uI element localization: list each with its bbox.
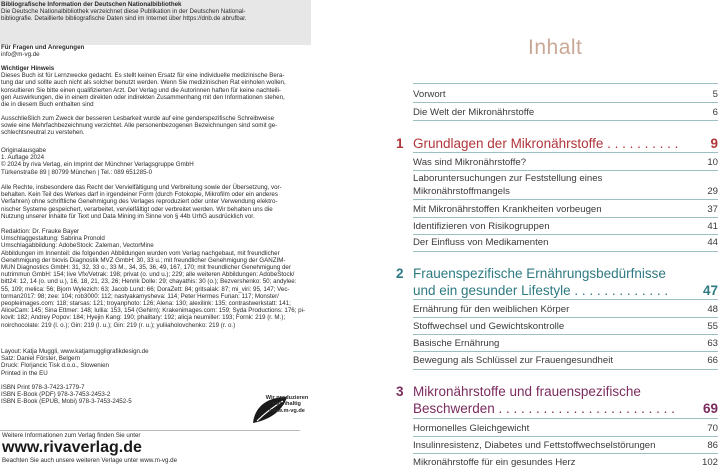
- toc-page: Inhalt Vorwort 5 Die Welt der Mikronährstoffe 6 1 Grundlagen der Mikronährstoffe . . . . . . . . . . 9 Was sind Mikronährstoffe? 10 Laboruntersuchungen zur Feststellung eines Mikronährstoffmangels 29 Mit Mikronährstoffen Krankheiten vorbeugen 37 Identifizieren von Risikogruppen 41 Der Einfluss von Medikamenten 44 2 Frauenspezifische Ernährungsbedürfnisse und ein gesunder Lifestyle . . . . . . . . . . . . . 47 Ernährung für den weiblichen Körper 48 Stoffwechsel und Gewichtskontrolle 55 Basische Ernährung 63 Bewegung als Schlüssel zur Frauengesundheit 66 3 Mikronährstoffe und frauenspezifische Beschwerden . . . . . . . . . . . . . . . . . . . . . . . . 69 Hormonelles Gleichgewicht 70 Insulinresistenz, Diabetes und Fettstoffwechselstörungen 86 Mikronährstoffe für ein gesundes Herz 102: [396, 36, 718, 468]
- layout-text: Layout: Katja Muggli, www.katjamuggligrafikdesign.de Satz: Daniel Förster, Belgern Druck: Florjancic Tisk d.o.o., Slowenien Printed in the EU: [1, 348, 149, 377]
- edition-block: [1, 147, 337, 176]
- web-intro: Weitere Informationen zum Verlag finden Sie unter: [2, 432, 141, 439]
- credits-text: Redaktion: Dr. Frauke Bayer Umschlaggestaltung: Sabrina Pronold Umschlagabbildung: AdobeStock: Zaleman, VectorMine Abbildungen im Innenteil: die folgenden Abbildungen wurden vom Verlag nachgebaut, mit freundlicher Genehmigung der biovis Diagnostik MVZ GmbH: 30, 33 u.; mit freundlicher Genehmigung der GANZIM- MUN Diagnostics GmbH: 31, 32, 33 o., 33 M., 34, 35, 36, 49, 167, 170; mit freundlicher Genehmigung der nutrimmun GmbH: 154; live Vfx/Vetrak: 198; privat (o. und u.); 229; alle weiteren Abbildungen: AdobeStock/ bitt24: 12, 14 (o. und u.), 16, 18, 21, 23, 26; Henrik Dolle: 29; chayathis: 30 (o.); Bezvershenko: 50; andylee: 55, 109; melica: 56; Bjorn Wylezich: 63; Jacob Lund: 66; DoraZett: 84; gritsalak: 87; mi_viri: 95, 147; Vec- torman2017: 98; zee: 104; rob3000: 112; nastyakamysheva: 114; Peter Hermes Furian: 117; Monster/ peopleimages.com: 118; starsas: 121; troyanphoto: 126; Alena: 130; alexilink: 135; contrastwerkstatt: 141; AliceCam: 145; Sina Ettmer: 148; Iullia: 153, 154 (Gehirn); Krakenimages.com: 159; Syda Productions: 176; pi- kovit: 182; Andrey Popov: 184; Hyejin Kang: 190; phalitary: 192; alicja neumiller: 193; Fornk: 219 (r. M.); noirchocolate: 219 (l. o.); Gin: 219 (l. u.); Gin: 219 (r. u.); yuliiaholovchenko: 219 (r. o.): [1, 228, 306, 329]
- toc-entry[interactable]: Ernährung für den weiblichen Körper 48: [413, 304, 718, 315]
- toc-divider: [413, 152, 718, 153]
- toc-entry[interactable]: Laboruntersuchungen zur Feststellung eines Mikronährstoffmangels 29: [413, 173, 718, 197]
- contact-title: Für Fragen und Anregungen: [1, 44, 85, 51]
- notice-title: Wichtiger Hinweis: [1, 65, 55, 72]
- toc-entry[interactable]: Stoffwechsel und Gewichtskontrolle 55: [413, 321, 718, 332]
- toc-divider: [413, 251, 718, 252]
- edition-text: Originalausgabe 1. Auflage 2024 © 2024 by riva Verlag, ein Imprint der Münchner Verlagsgruppe GmbH Türkenstraße 89 | 80799 München | Tel.: 089 651285-0: [1, 147, 194, 176]
- toc-divider: [413, 170, 718, 171]
- toc-divider: [413, 199, 718, 200]
- logo-text: Wir produzieren nachhaltig www.m-vg.de: [265, 395, 309, 414]
- gender-text: Ausschließlich zum Zweck der besseren Lesbarkeit wurde auf eine genderspezifische Schreibweise sowie eine Mehrfachbezeichnung verzichtet. Alle personenbezogenen Bezeichnungen sind somit ge- schlechtsneutral zu verstehen.: [1, 115, 278, 137]
- toc-divider: [413, 217, 718, 218]
- toc-divider: [413, 453, 718, 454]
- isbn-text: ISBN Print 978-3-7423-1779-7 ISBN E-Book (PDF) 978-3-7453-2453-2 ISBN E-Book (EPUB, Mobi) 978-3-7453-2452-5: [1, 384, 132, 406]
- toc-entry[interactable]: Der Einfluss von Medikamenten 44: [413, 237, 718, 248]
- toc-divider: [413, 418, 718, 419]
- web-url[interactable]: www.rivaverlag.de: [2, 439, 142, 457]
- toc-entry[interactable]: Was sind Mikronährstoffe? 10: [413, 157, 718, 168]
- toc-entry[interactable]: Die Welt der Mikronährstoffe 6: [413, 107, 718, 118]
- toc-title: Inhalt: [528, 36, 583, 59]
- toc-divider: [413, 120, 718, 121]
- toc-entry[interactable]: Basische Ernährung 63: [413, 338, 718, 349]
- notice-block: [1, 65, 337, 108]
- notice-text: Dieses Buch ist für Lernzwecke gedacht. Es stellt keinen Ersatz für eine individuelle medizinische Bera- tung dar und sollte auch nicht als solcher benutzt werden. Wenn Sie medizinischen Rat einholen wollen, konsultieren Sie bitte einen qualifizierten Arzt. Der Verlag und die Autorinnen haften für keine nachteili- gen Auswirkungen, die in einem direkten oder indirekten Zusammenhang mit den Informationen stehen, die in diesem Buch enthalten sind: [1, 72, 286, 109]
- toc-entry[interactable]: Mit Mikronährstoffen Krankheiten vorbeugen 37: [413, 204, 718, 215]
- toc-divider: [413, 351, 718, 352]
- toc-divider: [413, 334, 718, 335]
- rights-text: Alle Rechte, insbesondere das Recht der Vervielfältigung und Verbreitung sowie der Übersetzung, vor- behalten. Kein Teil des Werkes darf in irgendeiner Form (durch Fotokopie, Mikrofilm oder ein anderes Verfahren) ohne schriftliche Genehmigung des Verlages reproduziert oder unter Verwendung elektro- nischer Systeme gespeichert, verarbeitet, vervielfältigt oder verbreitet werden. Wir behalten uns die Nutzung unserer Inhalte für Text und Data Mining im Sinne von § 44b UrhG ausdrücklich vor.: [1, 184, 282, 220]
- bibliographic-info-box: [0, 0, 311, 45]
- toc-divider: [413, 317, 718, 318]
- gender-block: [1, 115, 337, 137]
- credits-block: [1, 228, 337, 329]
- toc-divider: [413, 369, 718, 370]
- imprint-page: [0, 0, 344, 471]
- toc-divider: [413, 83, 718, 84]
- toc-entry[interactable]: Vorwort 5: [413, 89, 718, 100]
- toc-entry[interactable]: Bewegung als Schlüssel zur Frauengesundheit 66: [413, 355, 718, 366]
- bib-text: Die Deutsche Nationalbibliothek verzeichnet diese Publikation in der Deutschen National- bibliografie. Detaillierte bibliografische Daten sind im Internet über https://dnb.de abrufbar.: [1, 8, 247, 23]
- web-outro: Beachten Sie auch unsere weiteren Verlage unter www.m-vg.de: [2, 457, 178, 465]
- toc-divider: [413, 299, 718, 300]
- bib-title: Bibliografische Information der Deutschen Nationalbibliothek: [1, 1, 182, 8]
- web-block: [2, 430, 282, 464]
- toc-divider: [413, 436, 718, 437]
- contact-email: info@m-vg.de: [1, 51, 40, 59]
- toc-entry[interactable]: Insulinresistenz, Diabetes und Fettstoffwechselstörungen 86: [413, 440, 718, 451]
- layout-block: [1, 348, 337, 377]
- toc-divider: [413, 234, 718, 235]
- toc-entry[interactable]: Hormonelles Gleichgewicht 70: [413, 423, 718, 434]
- toc-entry[interactable]: Mikronährstoffe für ein gesundes Herz 102: [413, 457, 718, 468]
- toc-entry[interactable]: Identifizieren von Risikogruppen 41: [413, 221, 718, 232]
- contact-block: [1, 44, 337, 58]
- toc-divider: [413, 102, 718, 103]
- rights-block: [1, 184, 337, 220]
